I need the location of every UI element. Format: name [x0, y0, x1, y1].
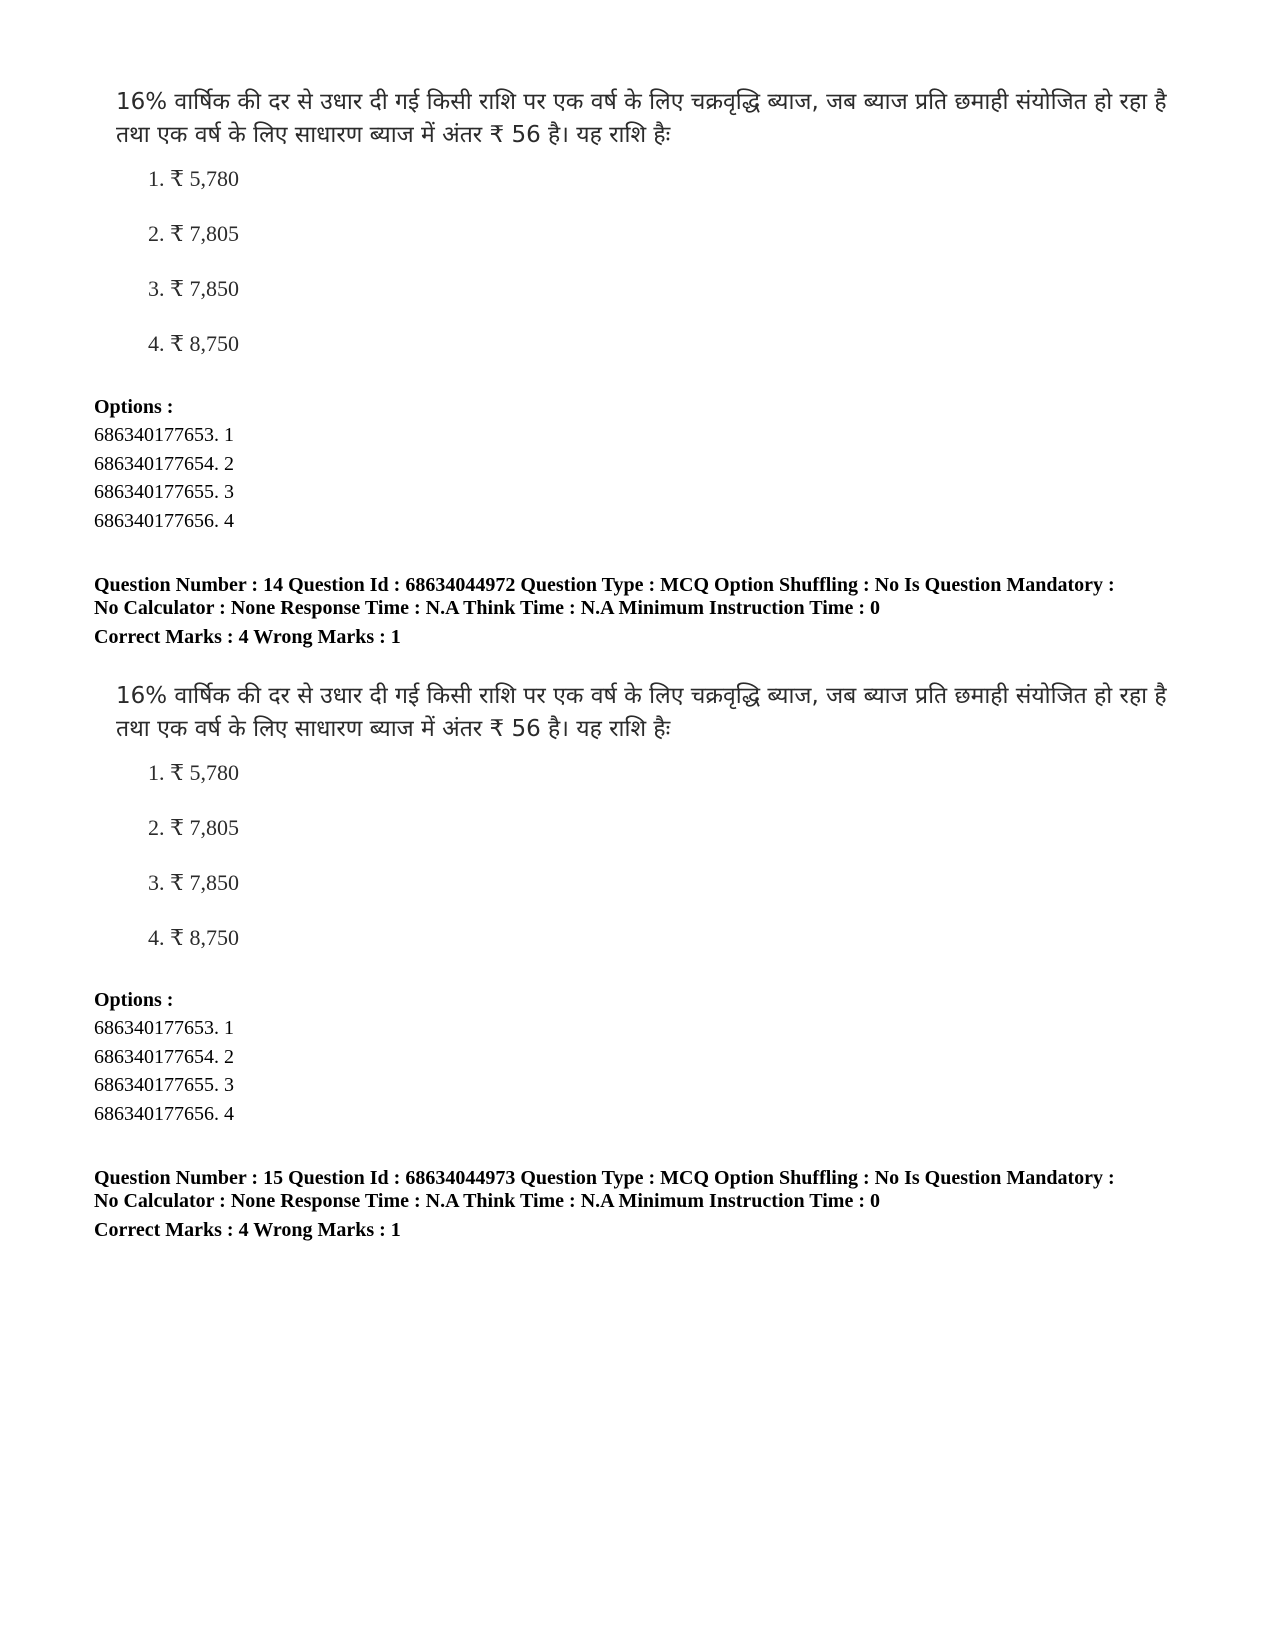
question-meta-15 — [94, 1167, 1214, 1242]
answer-choice: 4. ₹ 8,750 — [148, 925, 239, 950]
answer-choice: 1. ₹ 5,780 — [148, 760, 239, 785]
marks-line: Correct Marks : 4 Wrong Marks : 1 — [94, 626, 401, 648]
question-text: 16% वार्षिक की दर से उधार दी गई किसी राशि पर एक वर्ष के लिए चक्रवृद्धि ब्याज, जब ब्याज प्रति छमाही संयोजित हो रहा है तथा एक वर्ष के लिए साधारण ब्याज में अंतर ₹ 56 है। यह राशि हैः — [116, 683, 1167, 742]
answer-choice: 3. ₹ 7,850 — [148, 276, 239, 301]
option-row: 686340177653. 1 — [94, 424, 234, 446]
question-meta-14 — [94, 574, 1214, 649]
question-meta-line: Question Number : 14 Question Id : 68634044972 Question Type : MCQ Option Shuffling : No Is Question Mandatory : — [94, 574, 1115, 596]
answer-choice: 4. ₹ 8,750 — [148, 331, 239, 356]
question-meta-line: No Calculator : None Response Time : N.A Think Time : N.A Minimum Instruction Time : 0 — [94, 597, 880, 619]
option-row: 686340177654. 2 — [94, 452, 234, 475]
option-row: 686340177656. 4 — [94, 1102, 234, 1125]
marks-line: Correct Marks : 4 Wrong Marks : 1 — [94, 1219, 401, 1241]
options-label: Options : — [94, 396, 174, 418]
answer-choice: 2. ₹ 7,805 — [148, 815, 239, 840]
question-image-2 — [116, 680, 1196, 980]
question-text: 16% वार्षिक की दर से उधार दी गई किसी राशि पर एक वर्ष के लिए चक्रवृद्धि ब्याज, जब ब्याज प्रति छमाही संयोजित हो रहा है तथा एक वर्ष के लिए साधारण ब्याज में अंतर ₹ 56 है। यह राशि हैः — [116, 89, 1167, 148]
answer-choice: 1. ₹ 5,780 — [148, 166, 239, 191]
option-row: 686340177655. 3 — [94, 481, 234, 503]
option-row: 686340177654. 2 — [94, 1045, 234, 1068]
question-meta-line: No Calculator : None Response Time : N.A Think Time : N.A Minimum Instruction Time : 0 — [94, 1190, 880, 1212]
option-row: 686340177656. 4 — [94, 509, 234, 532]
question-image-1 — [116, 86, 1196, 386]
option-row: 686340177653. 1 — [94, 1017, 234, 1039]
answer-choice: 2. ₹ 7,805 — [148, 221, 239, 246]
options-list-2 — [94, 986, 1194, 1128]
options-label: Options : — [94, 989, 174, 1011]
question-meta-line: Question Number : 15 Question Id : 68634044973 Question Type : MCQ Option Shuffling : No Is Question Mandatory : — [94, 1167, 1115, 1189]
options-list-1 — [94, 393, 1194, 535]
answer-choices — [116, 166, 1196, 357]
answer-choice: 3. ₹ 7,850 — [148, 870, 239, 895]
answer-choices — [116, 760, 1196, 951]
option-row: 686340177655. 3 — [94, 1074, 234, 1096]
